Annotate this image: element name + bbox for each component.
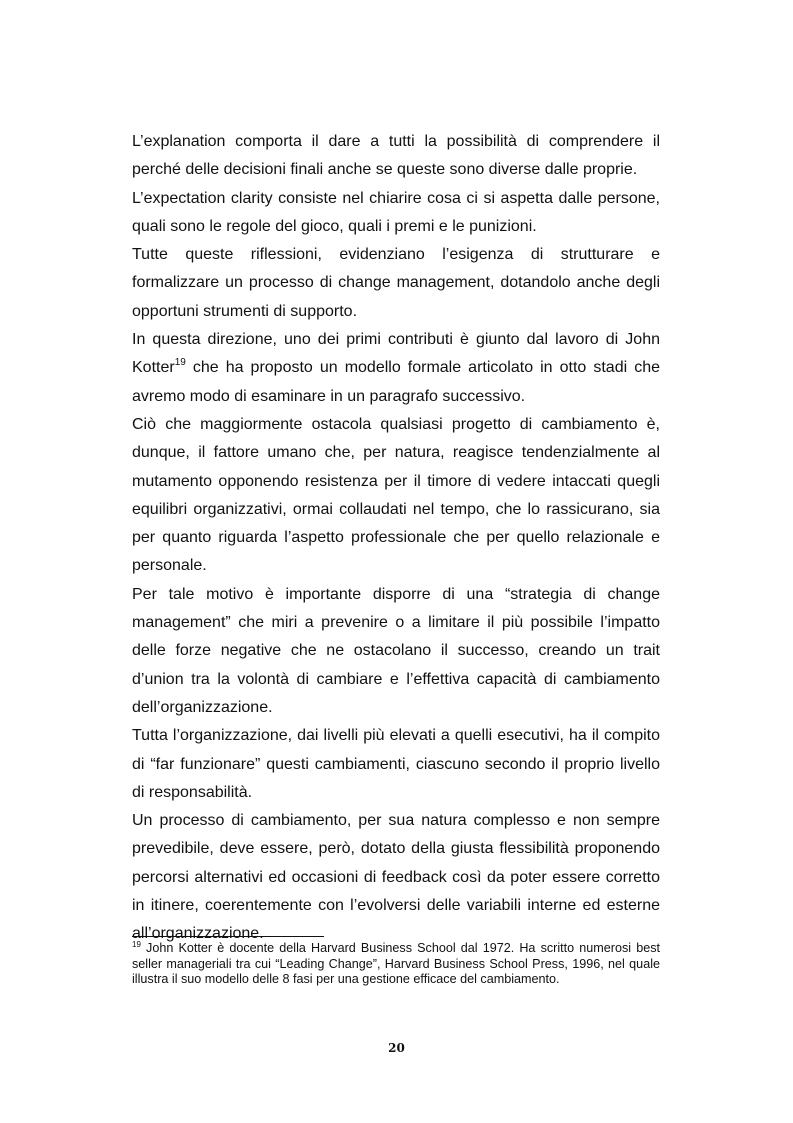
paragraph-kotter-continuation: che ha proposto un modello formale articolato in otto stadi che avremo modo di esaminare in un paragrafo successivo. bbox=[132, 359, 660, 405]
footnote bbox=[132, 941, 660, 988]
paragraph-fattore-umano: Ciò che maggiormente ostacola qualsiasi progetto di cambiamento è, dunque, il fattore umano che, per natura, reagisce tendenzialmente al mutamento opponendo resistenza per il timore di vedere intaccati quegli equilibri organizzativi, ormai collaudati nel tempo, che lo rassicurano, sia per quanto riguarda l’aspetto professionale che per quello relazionale e personale. bbox=[132, 415, 660, 575]
page-number: 20 bbox=[388, 1041, 405, 1055]
paragraph-kotter-text: In questa direzione, uno dei primi contributi è giunto dal lavoro di John Kotter bbox=[132, 331, 660, 377]
footnote-number: 19 bbox=[132, 940, 141, 949]
paragraph-kotter bbox=[132, 326, 660, 411]
paragraph-organizzazione: Tutta l’organizzazione, dai livelli più elevati a quelli esecutivi, ha il compito di “far funzionare” questi cambiamenti, ciascuno secondo il proprio livello di responsabilità. bbox=[132, 727, 660, 801]
footnote-separator bbox=[132, 936, 324, 937]
paragraph-strategia: Per tale motivo è importante disporre di una “strategia di change management” che miri a prevenire o a limitare il più possibile l’impatto delle forze negative che ne ostacolano il successo, creando un trait d’union tra la volontà di cambiare e l’effettiva capacità di cambiamento dell’organizzazione. bbox=[132, 585, 660, 716]
paragraph-expectation-clarity: L’expectation clarity consiste nel chiarire cosa ci si aspetta dalle persone, quali sono le regole del gioco, quali i premi e le punizioni. bbox=[132, 189, 660, 235]
paragraph-riflessioni: Tutte queste riflessioni, evidenziano l’esigenza di strutturare e formalizzare un processo di change management, dotandolo anche degli opportuni strumenti di supporto. bbox=[132, 246, 660, 320]
paragraph-processo: Un processo di cambiamento, per sua natura complesso e non sempre prevedibile, deve essere, però, dotato della giusta flessibilità proponendo percorsi alternativi ed occasioni di feedback così da poter essere corretto in itinere, coerentemente con l’evolversi delle variabili interne ed esterne all’organizzazione. bbox=[132, 812, 660, 943]
footnote-text: John Kotter è docente della Harvard Business School dal 1972. Ha scritto numerosi best seller manageriali tra cui “Leading Change”, Harvard Business School Press, 1996, nel quale illustra il suo modello delle 8 fasi per una gestione efficace del cambiamento. bbox=[132, 941, 660, 987]
paragraph-explanation: L’explanation comporta il dare a tutti la possibilità di comprendere il perché delle decisioni finali anche se queste sono diverse dalle proprie. bbox=[132, 133, 660, 179]
page-body bbox=[132, 128, 660, 949]
footnote-reference[interactable]: 19 bbox=[174, 357, 186, 369]
